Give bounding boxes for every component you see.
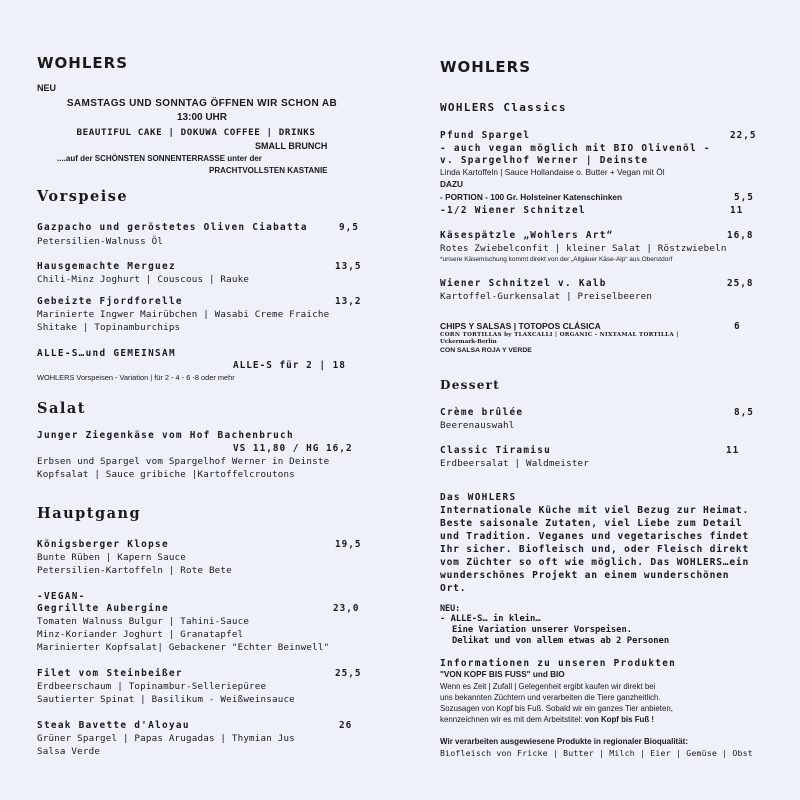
dish-name: Filet vom Steinbeißer xyxy=(37,668,183,679)
dish-price: 22,5 xyxy=(730,130,757,141)
info-line xyxy=(440,715,654,724)
dish-name: Gazpacho und geröstetes Oliven Ciabatta xyxy=(37,222,308,233)
alles-price: ALLE-S für 2 | 18 xyxy=(233,360,346,371)
dish-price: 26 xyxy=(339,720,353,731)
info-line: uns bekannten Züchtern und verarbeiten die Tiere ganzheitlich. xyxy=(440,693,661,702)
dish-name: Classic Tiramisu xyxy=(440,445,552,456)
dish-desc: Kopfsalat | Sauce gribiche |Kartoffelcroutons xyxy=(37,469,295,480)
dish-desc: Grüner Spargel | Papas Arugadas | Thymian Jus xyxy=(37,733,295,744)
dish-price: 6 xyxy=(734,321,741,332)
dish-desc: Kartoffel-Gurkensalat | Preiselbeeren xyxy=(440,291,653,302)
dish-desc: Marinierte Ingwer Mairübchen | Wasabi Creme Fraiche xyxy=(37,309,330,320)
dish-price: 13,2 xyxy=(335,296,362,307)
dish-desc: Linda Kartoffeln | Sauce Hollandaise o. Butter + Vegan mit Öl xyxy=(440,167,665,177)
weekend-notice: SAMSTAGS UND SONNTAG ÖFFNEN WIR SCHON AB xyxy=(66,98,338,109)
neu-line: - ALLE-S… in klein… xyxy=(440,614,541,624)
dish-desc: Petersilien-Kartoffeln | Rote Bete xyxy=(37,565,232,576)
right-menu-page xyxy=(440,0,758,800)
section-dessert: Dessert xyxy=(440,378,501,392)
dish-name: Käsespätzle „Wohlers Art“ xyxy=(440,230,614,241)
brand-title: WOHLERS xyxy=(440,58,532,76)
section-classics: WOHLERS Classics xyxy=(440,101,567,114)
addon-ham-price: 5,5 xyxy=(734,192,754,203)
dish-desc: CORN TORTILLAS by TLAXCALLI | ORGANIC - NIXTAMAL TORTILLA | xyxy=(440,332,679,338)
dish-name: Crème brûlée xyxy=(440,407,524,418)
section-hauptgang: Hauptgang xyxy=(37,505,142,522)
dish-desc: v. Spargelhof Werner | Deinste xyxy=(440,155,649,166)
offer-line: BEAUTIFUL CAKE | DOKUWA COFFEE | DRINKS xyxy=(76,127,316,138)
neu-line: Delikat und von allem etwas ab 2 Personen xyxy=(452,636,670,646)
neu-line: Eine Variation unserer Vorspeisen. xyxy=(452,625,633,635)
dish-name: Gebeizte Fjordforelle xyxy=(37,296,183,307)
dish-desc: Erdbeerschaum | Topinambur-Selleriepüree xyxy=(37,681,267,692)
dish-desc: - auch vegan möglich mit BIO Olivenöl - xyxy=(440,143,711,154)
dish-name: Steak Bavette d'Aloyau xyxy=(37,720,190,731)
dish-desc: Rotes Zwiebelconfit | kleiner Salat | Röstzwiebeln xyxy=(440,243,727,254)
addon-ham: - PORTION - 100 Gr. Holsteiner Katenschinken xyxy=(440,192,623,202)
dazu-label: DAZU xyxy=(440,179,464,189)
dish-desc: Beerenauswahl xyxy=(440,420,515,431)
addon-schnitzel: -1/2 Wiener Schnitzel xyxy=(440,205,586,216)
info-sub: "VON KOPF BIS FUSS" und BIO xyxy=(440,670,565,679)
neu-label: NEU xyxy=(37,83,57,93)
dish-price: 8,5 xyxy=(734,407,754,418)
terrace-line-2: PRACHTVOLLSTEN KASTANIE xyxy=(209,166,328,175)
terrace-line-1: ....auf der SCHÖNSTEN SONNENTERRASSE unter der xyxy=(57,154,262,163)
dish-desc: Erbsen und Spargel vom Spargelhof Werner in Deinste xyxy=(37,456,330,467)
brand-title: WOHLERS xyxy=(37,54,129,72)
dish-name: Pfund Spargel xyxy=(440,130,531,141)
dish-price: 25,8 xyxy=(727,278,754,289)
alles-title: ALLE-S…und GEMEINSAM xyxy=(37,348,176,359)
about-text: Internationale Küche mit viel Bezug zur Heimat. Beste saisonale Zutaten, viel Liebe zum Detail und Tradition. Veganes und vegetarisches findet Ihr sicher. Biofleisch und, oder Fleisch direkt vom Züchter so oft wie möglich. Das WOHLERS…ein wunderschönes Projekt an einem wunderschönen Ort. xyxy=(440,505,750,594)
dish-name: Gegrillte Aubergine xyxy=(37,603,169,614)
vegan-label: -VEGAN- xyxy=(37,591,86,602)
dish-desc: Uckermark-Berlin xyxy=(440,339,497,345)
dish-price: 13,5 xyxy=(335,261,362,272)
dish-desc: Tomaten Walnuss Bulgur | Tahini-Sauce xyxy=(37,616,250,627)
dish-desc: Bunte Rüben | Kapern Sauce xyxy=(37,552,187,563)
dish-desc: CON SALSA ROJA Y VERDE xyxy=(440,347,532,354)
dish-price: 9,5 xyxy=(339,222,359,233)
dish-name: CHIPS Y SALSAS | TOTOPOS CLÁSICA xyxy=(440,321,601,331)
dish-name: Wiener Schnitzel v. Kalb xyxy=(440,278,607,289)
about-title: Das WOHLERS xyxy=(440,492,517,503)
left-menu-page xyxy=(37,0,367,800)
dish-name: Hausgemachte Merguez xyxy=(37,261,176,272)
dish-price: 25,5 xyxy=(335,668,362,679)
info-line: Sozusagen von Kopf bis Fuß. Sobald wir ein ganzes Tier anbieten, xyxy=(440,704,673,713)
dish-desc: Marinierter Kopfsalat| Gebackener "Echter Beinwell" xyxy=(37,642,330,653)
bio-title: Wir verarbeiten ausgewiesene Produkte in regionaler Bioqualität: xyxy=(440,737,688,746)
dish-price: 11 xyxy=(726,445,740,456)
dish-desc: Minz-Koriander Joghurt | Granatapfel xyxy=(37,629,244,640)
info-line: Wenn es Zeit | Zufall | Gelegenheit ergibt kaufen wir direkt bei xyxy=(440,682,656,691)
section-vorspeise: Vorspeise xyxy=(37,188,129,205)
addon-schnitzel-price: 11 xyxy=(730,205,744,216)
dish-desc: Sautierter Spinat | Basilikum - Weißweinsauce xyxy=(37,694,295,705)
neu-label: NEU: xyxy=(440,603,461,613)
dish-desc: Salsa Verde xyxy=(37,746,101,757)
bio-list: Biofleisch von Fricke | Butter | Milch | Eier | Gemüse | Obst xyxy=(440,748,753,758)
dish-desc: Petersilien-Walnuss Öl xyxy=(37,236,164,247)
dish-price: VS 11,80 / HG 16,2 xyxy=(233,443,353,454)
section-salat: Salat xyxy=(37,400,86,417)
info-title: Informationen zu unseren Produkten xyxy=(440,658,677,669)
dish-name: Königsberger Klopse xyxy=(37,539,169,550)
dish-desc: Erdbeersalat | Waldmeister xyxy=(440,458,590,469)
dish-price: 23,0 xyxy=(333,603,360,614)
dish-name: Junger Ziegenkäse vom Hof Bachenbruch xyxy=(37,430,294,441)
weekend-time: 13:00 UHR xyxy=(176,112,228,123)
info-line-text: kennzeichnen wir es mit dem Arbeitstitel: xyxy=(440,715,585,724)
alles-desc: WOHLERS Vorspeisen - Variation | für 2 - 4 - 6 -8 oder mehr xyxy=(37,373,235,382)
dish-price: 19,5 xyxy=(335,539,362,550)
dish-note: *unsere Käsemischung kommt direkt von der „Allgäuer Käse-Alp“ aus Oberstdorf xyxy=(440,256,673,263)
dish-price: 16,8 xyxy=(727,230,754,241)
info-highlight: von Kopf bis Fuß ! xyxy=(584,715,654,724)
dish-desc: Chili-Minz Joghurt | Couscous | Rauke xyxy=(37,274,250,285)
brunch-label: SMALL BRUNCH xyxy=(255,141,328,151)
dish-desc: Shitake | Topinamburchips xyxy=(37,322,181,333)
